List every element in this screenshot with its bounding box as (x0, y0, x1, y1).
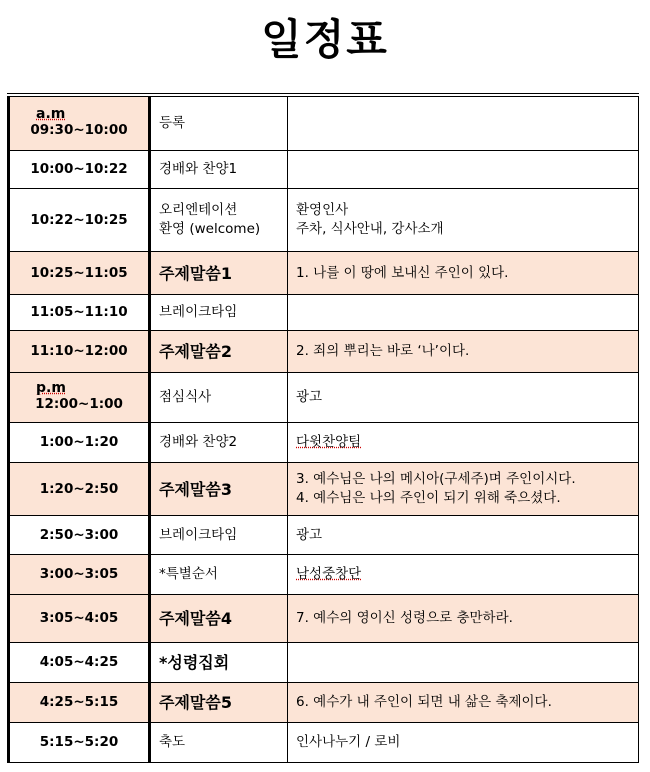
note-cell (288, 295, 639, 331)
note-line: 4. 예수님은 나의 주인이 되기 위해 죽으셨다. (296, 490, 561, 506)
note-cell: 1. 나를 이 땅에 보내신 주인이 있다. (288, 252, 639, 295)
table-row (9, 151, 639, 189)
note-cell: 2. 죄의 뿌리는 바로 ‘나’이다. (288, 331, 639, 373)
time-cell: 2:50~3:00 (9, 516, 150, 555)
time-cell: 11:05~11:10 (9, 295, 150, 331)
time-cell: 5:15~5:20 (9, 723, 150, 763)
table-row (9, 252, 639, 295)
time-cell: 1:20~2:50 (9, 463, 150, 516)
table-row (9, 331, 639, 373)
table-row (9, 595, 639, 643)
table-row (9, 295, 639, 331)
schedule-table (7, 96, 639, 763)
note-cell: 광고 (288, 516, 639, 555)
time-cell: 3:00~3:05 (9, 555, 150, 595)
program-cell: 브레이크타임 (150, 295, 288, 331)
note-cell: 6. 예수가 내 주인이 되면 내 삶은 축제이다. (288, 683, 639, 723)
program-cell: 주제말씀5 (150, 683, 288, 723)
period-label: p.m (36, 380, 66, 396)
note-cell (288, 189, 639, 252)
program-cell: 경배와 찬양2 (150, 423, 288, 463)
note-cell: 광고 (288, 373, 639, 423)
note-line: 환영인사 (296, 202, 349, 218)
time-cell: 10:00~10:22 (9, 151, 150, 189)
time-cell: 4:05~4:25 (9, 643, 150, 683)
note-text: 남성중창단 (296, 566, 362, 582)
note-cell (288, 463, 639, 516)
note-cell: 인사나누기 / 로비 (288, 723, 639, 763)
note-cell (288, 151, 639, 189)
time-cell: 11:10~12:00 (9, 331, 150, 373)
note-line: 주차, 식사안내, 강사소개 (296, 221, 444, 237)
program-cell: *성령집회 (150, 643, 288, 683)
program-line: 오리엔테이션 (159, 202, 238, 218)
table-row (9, 423, 639, 463)
time-cell: 10:25~11:05 (9, 252, 150, 295)
program-cell: *특별순서 (150, 555, 288, 595)
program-line: 환영 (welcome) (159, 221, 261, 237)
table-row (9, 683, 639, 723)
time-cell: 1:00~1:20 (9, 423, 150, 463)
program-cell: 점심식사 (150, 373, 288, 423)
note-text: 다윗찬양팀 (296, 434, 362, 450)
note-cell (288, 555, 639, 595)
note-line: 3. 예수님은 나의 메시아(구세주)며 주인이시다. (296, 471, 576, 487)
program-cell: 주제말씀3 (150, 463, 288, 516)
time-text: 09:30~10:00 (30, 122, 128, 138)
note-cell (288, 423, 639, 463)
time-cell: 4:25~5:15 (9, 683, 150, 723)
program-cell (150, 189, 288, 252)
time-cell (9, 373, 150, 423)
program-cell: 축도 (150, 723, 288, 763)
time-cell: 3:05~4:05 (9, 595, 150, 643)
table-row (9, 373, 639, 423)
table-row (9, 189, 639, 252)
program-cell: 주제말씀2 (150, 331, 288, 373)
program-cell: 경배와 찬양1 (150, 151, 288, 189)
table-row (9, 723, 639, 763)
program-cell: 브레이크타임 (150, 516, 288, 555)
time-cell (9, 97, 150, 151)
table-row (9, 516, 639, 555)
time-cell: 10:22~10:25 (9, 189, 150, 252)
time-text: 12:00~1:00 (35, 396, 123, 412)
program-cell: 등록 (150, 97, 288, 151)
page-title: 일정표 (261, 15, 389, 64)
table-row (9, 643, 639, 683)
table-row (9, 97, 639, 151)
program-cell: 주제말씀4 (150, 595, 288, 643)
note-cell (288, 643, 639, 683)
period-label: a.m (36, 106, 66, 122)
program-cell: 주제말씀1 (150, 252, 288, 295)
table-row (9, 463, 639, 516)
table-row (9, 555, 639, 595)
note-cell (288, 97, 639, 151)
top-rule (7, 93, 639, 94)
note-cell: 7. 예수의 영이신 성령으로 충만하라. (288, 595, 639, 643)
